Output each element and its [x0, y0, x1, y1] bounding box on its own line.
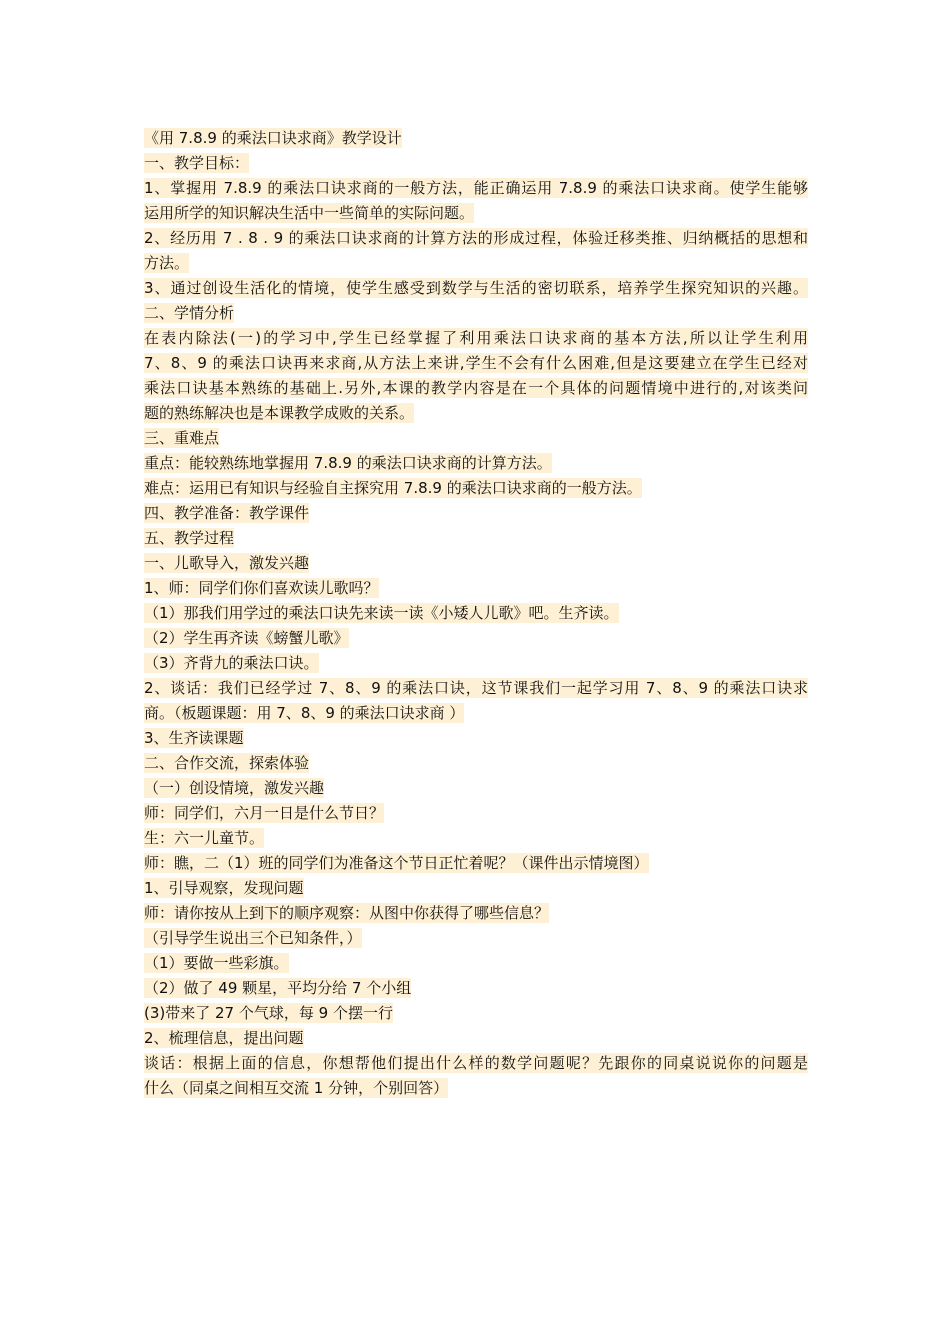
document-line-text: 在表内除法(一)的学习中,学生已经掌握了利用乘法口诀求商的基本方法,所以让学生利用: [144, 329, 808, 347]
document-line-text: 难点：运用已有知识与经验自主探究用 7.8.9 的乘法口诀求商的一般方法。: [144, 479, 642, 497]
document-line-text: 生：六一儿童节。: [144, 829, 265, 847]
document-line-text: 《用 7.8.9 的乘法口诀求商》教学设计: [144, 129, 402, 147]
document-line-text: 什么（同桌之间相互交流 1 分钟，个别回答）: [144, 1079, 449, 1097]
document-line: [144, 901, 808, 926]
document-line: [144, 926, 808, 951]
document-line: [144, 1026, 808, 1051]
document-line: [144, 576, 808, 601]
document-line: [144, 276, 808, 301]
document-line: [144, 326, 808, 351]
document-line-text: （一）创设情境，激发兴趣: [144, 779, 325, 797]
document-line-text: 商。（板题课题：用 7、8、9 的乘法口诀求商 ）: [144, 704, 465, 722]
document-line: [144, 201, 808, 226]
document-line: [144, 226, 808, 251]
document-line-text: 3、生齐读课题: [144, 729, 244, 747]
document-line-text: 1、掌握用 7.8.9 的乘法口诀求商的一般方法，能正确运用 7.8.9 的乘法口诀求商。使学生能够: [144, 179, 808, 197]
document-line-text: （1）要做一些彩旗。: [144, 954, 289, 972]
document-line: [144, 401, 808, 426]
document-line-text: 1、引导观察，发现问题: [144, 879, 304, 897]
document-body: [144, 126, 808, 1101]
document-line: [144, 976, 808, 1001]
document-line-text: 方法。: [144, 254, 190, 272]
document-line: [144, 126, 808, 151]
document-line: [144, 176, 808, 201]
document-line-text: 谈话：根据上面的信息，你想帮他们提出什么样的数学问题呢？先跟你的同桌说说你的问题是: [144, 1054, 808, 1072]
document-line-text: 一、教学目标：: [144, 154, 250, 172]
document-line: [144, 501, 808, 526]
document-line-text: （2）做了 49 颗星，平均分给 7 个小组: [144, 979, 412, 997]
document-line-text: 四、教学准备：教学课件: [144, 504, 310, 522]
document-line-text: 三、重难点: [144, 429, 220, 447]
document-line-text: （2）学生再齐读《螃蟹儿歌》: [144, 629, 349, 647]
document-line-text: 师：请你按从上到下的顺序观察：从图中你获得了哪些信息？: [144, 904, 550, 922]
document-line: [144, 1001, 808, 1026]
document-line: [144, 801, 808, 826]
document-line-text: 2、经历用 7 . 8 . 9 的乘法口诀求商的计算方法的形成过程，体验迁移类推、归纳概括的思想和: [144, 229, 808, 247]
document-line: [144, 951, 808, 976]
document-line: [144, 376, 808, 401]
document-line: [144, 301, 808, 326]
document-line-text: 运用所学的知识解决生活中一些简单的实际问题。: [144, 204, 475, 222]
document-line-text: 题的熟练解决也是本课教学成败的关系。: [144, 404, 415, 422]
document-line-text: 2、谈话：我们已经学过 7、8、9 的乘法口诀，这节课我们一起学习用 7、8、9 的乘法口诀求: [144, 679, 808, 697]
document-line: [144, 1076, 808, 1101]
document-line: [144, 726, 808, 751]
document-line: [144, 651, 808, 676]
document-line: [144, 601, 808, 626]
document-line: [144, 251, 808, 276]
document-line: [144, 701, 808, 726]
document-line-text: 2、梳理信息，提出问题: [144, 1029, 304, 1047]
document-line-text: 一、儿歌导入，激发兴趣: [144, 554, 310, 572]
document-line-text: 3、通过创设生活化的情境，使学生感受到数学与生活的密切联系，培养学生探究知识的兴趣。: [144, 279, 808, 297]
document-line: [144, 476, 808, 501]
document-line-text: （3）齐背九的乘法口诀。: [144, 654, 319, 672]
document-line-text: 乘法口诀基本熟练的基础上.另外,本课的教学内容是在一个具体的问题情境中进行的,对该类问: [144, 379, 808, 397]
document-line-text: (3)带来了 27 个气球，每 9 个摆一行: [144, 1004, 393, 1022]
document-line-text: （1）那我们用学过的乘法口诀先来读一读《小矮人儿歌》吧。生齐读。: [144, 604, 619, 622]
document-line-text: 五、教学过程: [144, 529, 235, 547]
document-line-text: 师：瞧，二（1）班的同学们为准备这个节日正忙着呢？（课件出示情境图）: [144, 854, 649, 872]
document-line: [144, 526, 808, 551]
document-line: [144, 551, 808, 576]
document-line: [144, 1051, 808, 1076]
document-line: [144, 626, 808, 651]
document-line-text: 1、师：同学们你们喜欢读儿歌吗？: [144, 579, 379, 597]
document-line-text: 7、8、9 的乘法口诀再来求商,从方法上来讲,学生不会有什么困难,但是这要建立在学生已经对: [144, 354, 808, 372]
document-line-text: 二、合作交流，探索体验: [144, 754, 310, 772]
document-line: [144, 451, 808, 476]
document-line: [144, 151, 808, 176]
document-line: [144, 826, 808, 851]
document-line-text: 二、学情分析: [144, 304, 235, 322]
document-line-text: 师：同学们，六月一日是什么节日？: [144, 804, 385, 822]
document-line: [144, 676, 808, 701]
document-line: [144, 851, 808, 876]
document-line: [144, 776, 808, 801]
document-line: [144, 351, 808, 376]
document-line: [144, 876, 808, 901]
document-line-text: （引导学生说出三个已知条件，）: [144, 929, 362, 947]
document-line: [144, 751, 808, 776]
document-line-text: 重点：能较熟练地掌握用 7.8.9 的乘法口诀求商的计算方法。: [144, 454, 552, 472]
document-line: [144, 426, 808, 451]
